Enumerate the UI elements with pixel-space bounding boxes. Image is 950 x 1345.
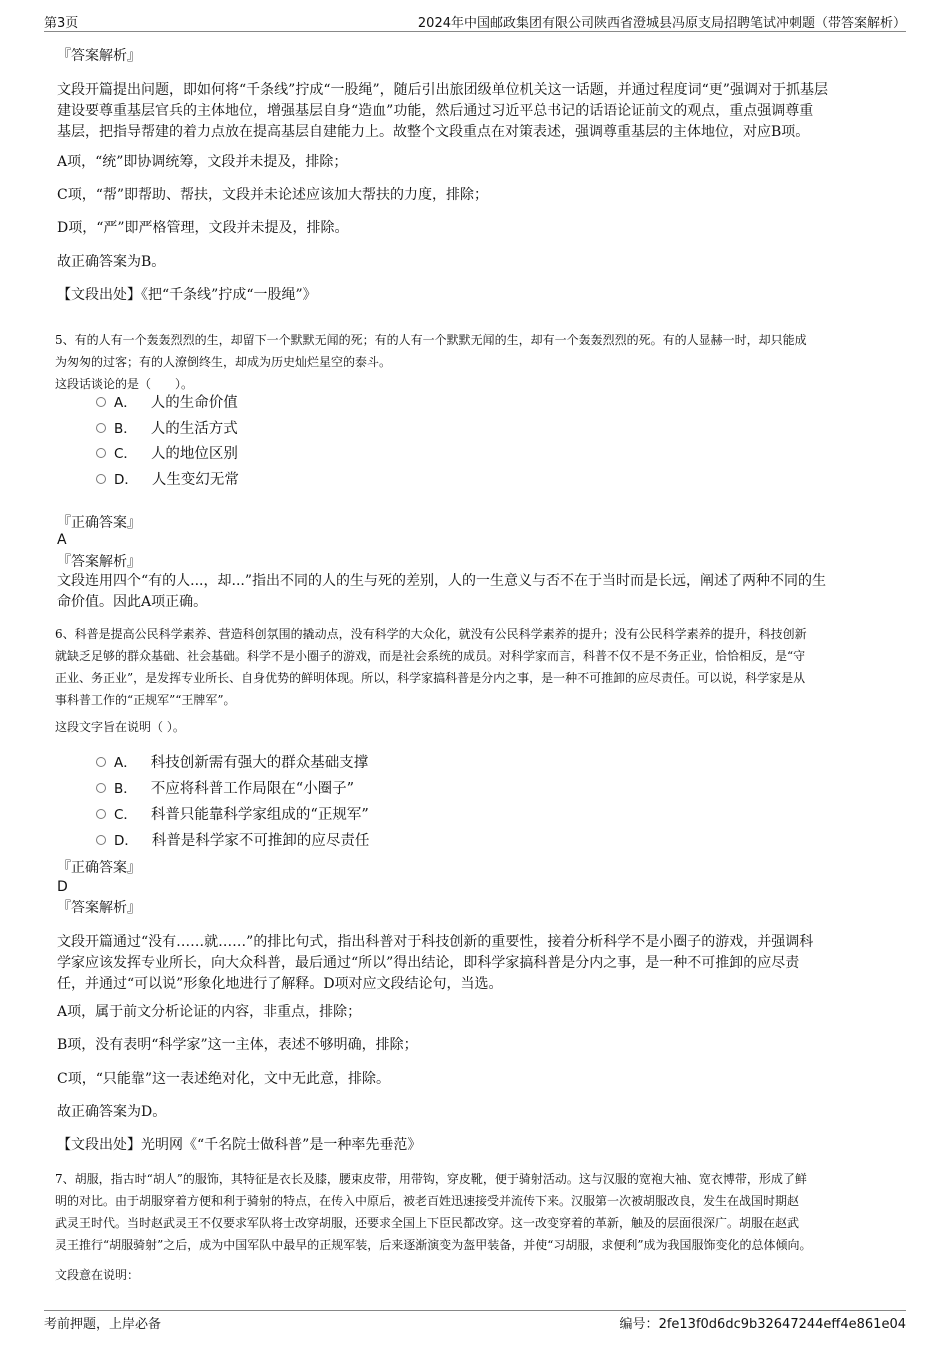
q4-analysis-line: 基层，把指导帮建的着力点放在提高基层自建能力上。故整个文段重点在对策表述，强调尊重基层的主体地位，对应B项。 — [57, 124, 810, 140]
q5-option-a[interactable]: A． 人的生命价值 — [96, 393, 238, 413]
q7-stem-line: 武灵王时代。当时赵武灵王不仅要求军队将士改穿胡服，还要求全国上下臣民都改穿。这一改变穿着的革新，触及的层面很深广。胡服在赵武 — [55, 1216, 800, 1230]
q6-analysis-label: 『答案解析』 — [57, 900, 141, 916]
radio-button[interactable] — [96, 835, 106, 845]
q6-option-a[interactable]: A． 科技创新需有强大的群众基础支撑 — [96, 753, 368, 773]
q5-analysis — [57, 571, 907, 613]
q6-stem — [55, 623, 915, 711]
q4-analysis — [57, 80, 907, 143]
radio-button[interactable] — [96, 423, 106, 433]
q5-option-d[interactable]: D． 人生变幻无常 — [96, 470, 239, 490]
q6-answer: D — [57, 879, 68, 895]
q4-option-d-note: D项，“严”即严格管理，文段并未提及，排除。 — [57, 220, 349, 236]
q5-analysis-line: 命价值。因此A项正确。 — [57, 594, 208, 610]
q6-option-b-note: B项，没有表明“科学家”这一主体，表述不够明确，排除； — [57, 1037, 418, 1053]
q4-analysis-label: 『答案解析』 — [57, 48, 141, 64]
q5-option-c[interactable]: C． 人的地位区别 — [96, 444, 238, 464]
q5-stem-line: 5、有的人有一个轰轰烈烈的生，却留下一个默默无闻的死；有的人有一个默默无闻的生，却有一个轰轰烈烈的死。有的人显赫一时，却只能成 — [55, 333, 807, 347]
q6-source: 【文段出处】光明网《“千名院士做科普”是一种率先垂范》 — [57, 1137, 422, 1153]
q5-answer-label: 『正确答案』 — [57, 515, 141, 531]
radio-button[interactable] — [96, 474, 106, 484]
radio-button[interactable] — [96, 783, 106, 793]
q6-analysis-line: 学家应该发挥专业所长，向大众科普，最后通过“所以”得出结论，即科学家搞科普是分内之事，是一种不可推卸的应尽责 — [57, 955, 800, 971]
document-code-value: 2fe13f0d6dc9b32647244eff4e861e04 — [658, 1317, 906, 1332]
q4-option-c-note: C项，“帮”即帮助、帮扶，文段并未论述应该加大帮扶的力度，排除； — [57, 187, 489, 203]
q4-analysis-line: 文段开篇提出问题，即如何将“千条线”拧成“一股绳”，随后引出旅团级单位机关这一话题，并通过程度词“更”强调对于抓基层 — [57, 82, 828, 98]
radio-button[interactable] — [96, 757, 106, 767]
q5-stem — [55, 329, 915, 395]
page-number: 第3页 — [44, 16, 79, 31]
q6-stem-line: 6、科普是提高公民科学素养、营造科创氛围的撬动点，没有科学的大众化，就没有公民科学素养的提升；没有公民科学素养的提升，科技创新 — [55, 627, 807, 641]
q4-analysis-line: 建设要尊重基层官兵的主体地位，增强基层自身“造血”功能，然后通过习近平总书记的话语论证前文的观点，重点强调尊重 — [57, 103, 814, 119]
q6-option-d[interactable]: D． 科普是科学家不可推卸的应尽责任 — [96, 831, 369, 851]
q6-option-b[interactable]: B． 不应将科普工作局限在“小圈子” — [96, 779, 354, 799]
q5-option-b[interactable]: B． 人的生活方式 — [96, 419, 238, 439]
q6-stem-line: 事科普工作的“正规军”“王牌军”。 — [55, 693, 236, 707]
q6-option-c-note: C项，“只能靠”这一表述绝对化，文中无此意，排除。 — [57, 1071, 391, 1087]
q4-conclusion: 故正确答案为B。 — [57, 254, 166, 270]
q7-stem-line: 7、胡服，指古时“胡人”的服饰，其特征是衣长及膝，腰束皮带，用带钩，穿皮靴，便于骑射活动。这与汉服的宽袍大袖、宽衣博带，形成了鲜 — [55, 1172, 807, 1186]
document-code-label: 编号： — [619, 1317, 659, 1332]
radio-button[interactable] — [96, 397, 106, 407]
q6-stem-line: 正业、务正业”，是发挥专业所长、自身优势的鲜明体现。所以，科学家搞科普是分内之事，是一种不可推卸的应尽责任。可以说，科学家是从 — [55, 671, 806, 685]
radio-button[interactable] — [96, 448, 106, 458]
footer-slogan: 考前押题，上岸必备 — [44, 1317, 162, 1332]
q6-conclusion: 故正确答案为D。 — [57, 1104, 167, 1120]
q6-stem-line: 就缺乏足够的群众基础、社会基础。科学不是小圈子的游戏，而是社会系统的成员。对科学家而言，科普不仅不是不务正业，恰恰相反，是“守 — [55, 649, 806, 663]
q6-question: 这段文字旨在说明（ ）。 — [55, 720, 185, 734]
q4-source: 【文段出处】《把“千条线”拧成“一股绳”》 — [57, 287, 317, 303]
footer-divider — [44, 1310, 906, 1311]
q7-stem — [55, 1168, 915, 1256]
radio-button[interactable] — [96, 809, 106, 819]
q6-analysis-line: 文段开篇通过“没有……就……”的排比句式，指出科普对于科技创新的重要性，接着分析科学不是小圈子的游戏，并强调科 — [57, 934, 814, 950]
header-divider — [44, 31, 906, 32]
q6-option-c[interactable]: C． 科普只能靠科学家组成的“正规军” — [96, 805, 369, 825]
q5-stem-line: 这段话谈论的是（ ）。 — [55, 377, 194, 391]
q5-stem-line: 为匆匆的过客；有的人潦倒终生，却成为历史灿烂星空的泰斗。 — [55, 355, 392, 369]
q6-analysis — [57, 932, 907, 995]
q5-answer: A — [57, 532, 67, 548]
q7-question: 文段意在说明： — [55, 1268, 140, 1282]
document-code — [620, 1313, 906, 1332]
q6-analysis-line: 任，并通过“可以说”形象化地进行了解释。D项对应文段结论句，当选。 — [57, 976, 503, 992]
q7-stem-line: 灵王推行“胡服骑射”之后，成为中国军队中最早的正规军装，后来逐渐演变为盔甲装备，并使“习胡服，求便利”成为我国服饰变化的总体倾向。 — [55, 1238, 812, 1252]
q6-answer-label: 『正确答案』 — [57, 860, 141, 876]
q4-option-a-note: A项，“统”即协调统筹，文段并未提及，排除； — [57, 154, 348, 170]
document-title: 2024年中国邮政集团有限公司陕西省澄城县冯原支局招聘笔试冲刺题（带答案解析） — [417, 16, 906, 31]
q6-option-a-note: A项，属于前文分析论证的内容，非重点，排除； — [57, 1004, 362, 1020]
q7-stem-line: 明的对比。由于胡服穿着方便和利于骑射的特点，在传入中原后，被老百姓迅速接受并流传下来。汉服第一次被胡服改良，发生在战国时期赵 — [55, 1194, 800, 1208]
q5-analysis-label: 『答案解析』 — [57, 554, 141, 570]
q5-analysis-line: 文段连用四个“有的人...，却...”指出不同的人的生与死的差别，人的一生意义与否不在于当时而是长远，阐述了两种不同的生 — [57, 573, 827, 589]
